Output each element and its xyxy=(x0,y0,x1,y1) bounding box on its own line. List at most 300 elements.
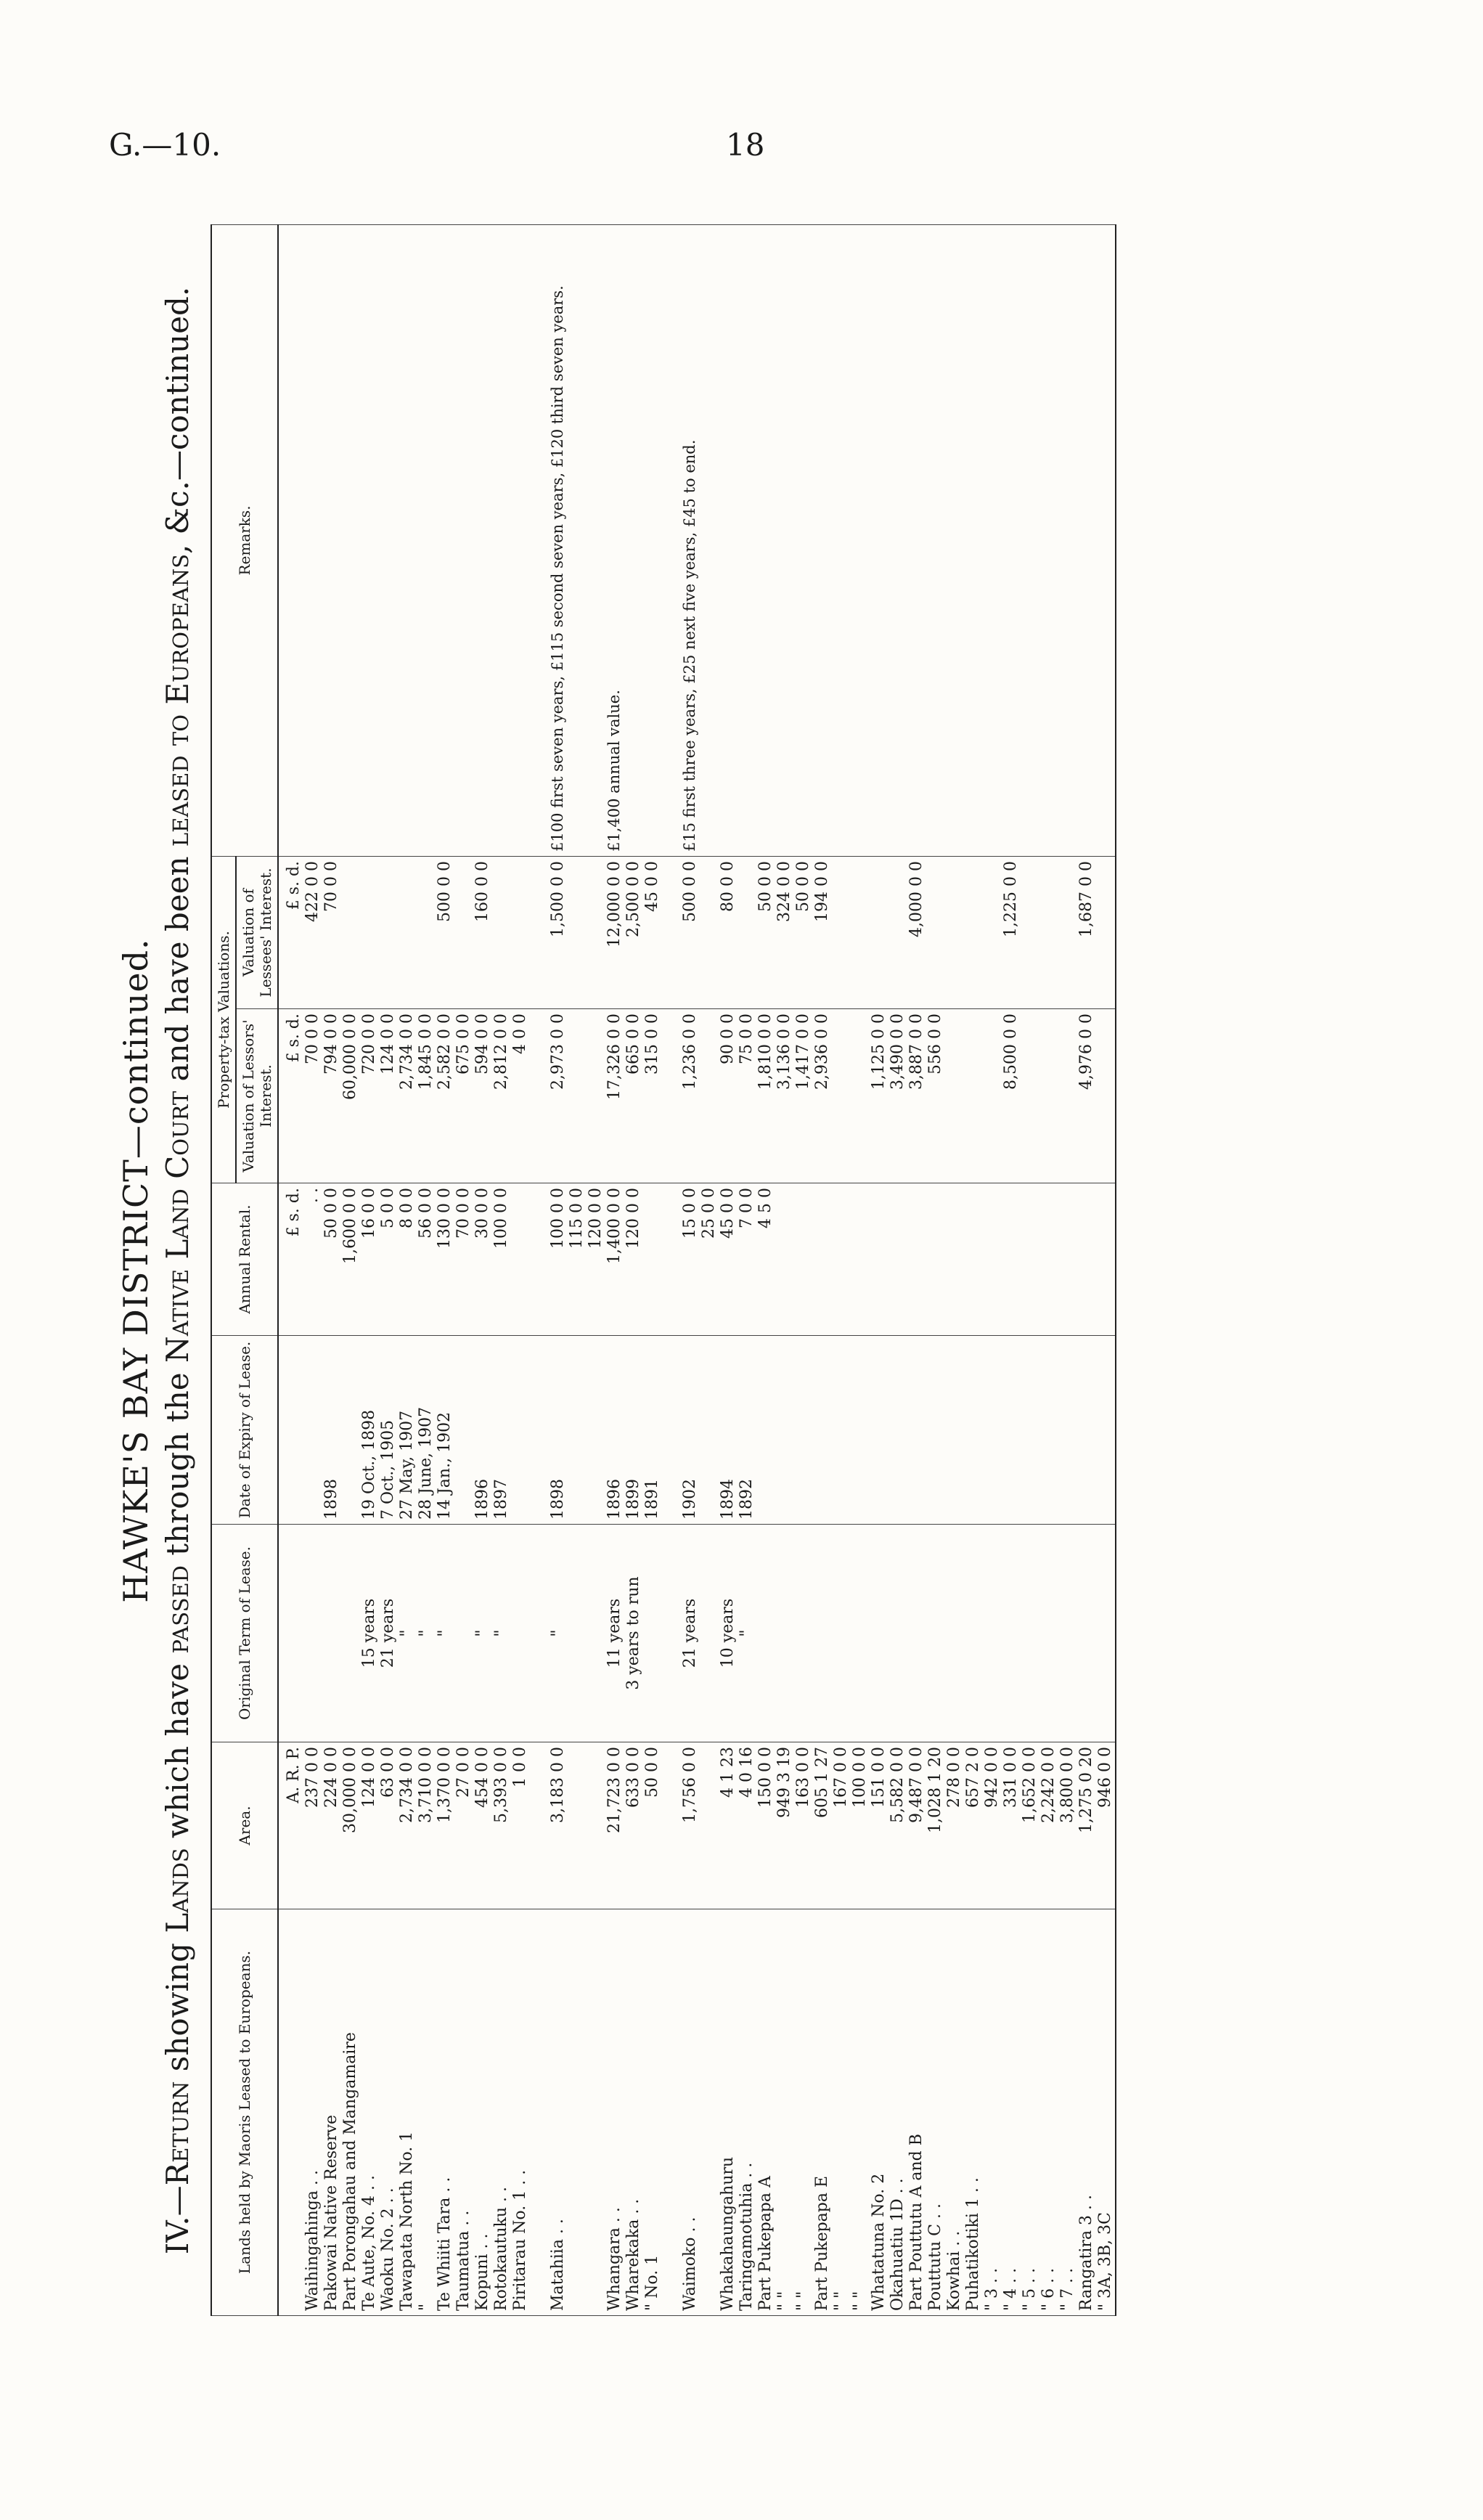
lessees-valuation xyxy=(341,856,360,1008)
table-row xyxy=(322,224,341,2315)
lease-term: 10 years xyxy=(719,1525,738,1742)
expiry-date: 1896 xyxy=(605,1336,624,1525)
table-row xyxy=(454,224,473,2315)
lease-term xyxy=(568,1525,587,1742)
area-value: 2,734 0 0 xyxy=(398,1742,417,1909)
remarks-text xyxy=(643,224,662,856)
land-name: " " xyxy=(832,1909,851,2316)
expiry-date xyxy=(700,1336,719,1525)
land-name: Pakowai Native Reserve xyxy=(322,1909,341,2316)
lessors-valuation xyxy=(983,1009,1002,1183)
table-row xyxy=(587,224,605,2315)
land-name: Part Porongahau and Mangamaire xyxy=(341,1909,360,2316)
land-name: Matahiia . . xyxy=(549,1909,568,2316)
land-name: " 5 . . xyxy=(1021,1909,1039,2316)
annual-rental xyxy=(775,1183,794,1336)
col-lands-header: Lands held by Maoris Leased to Europeans. xyxy=(211,1909,278,2316)
area-value: 150 0 0 xyxy=(756,1742,775,1909)
land-name xyxy=(568,1909,587,2316)
table-row xyxy=(303,224,322,2315)
title-court: Native Land Court xyxy=(160,1090,195,1363)
title-leased: leased to Europeans xyxy=(160,554,195,847)
table-row xyxy=(775,224,794,2315)
land-name: " 3 . . xyxy=(983,1909,1002,2316)
expiry-date xyxy=(1096,1336,1116,1525)
land-name: " 6 . . xyxy=(1039,1909,1058,2316)
area-value: 27 0 0 xyxy=(454,1742,473,1909)
area-value: 942 0 0 xyxy=(983,1742,1002,1909)
table-row xyxy=(511,224,530,2315)
land-name: Te Aute, No. 4 . . xyxy=(360,1909,379,2316)
rotated-table-page xyxy=(109,225,1328,2316)
area-value: 100 0 0 xyxy=(851,1742,870,1909)
title-lands: Lands xyxy=(160,1848,195,1933)
lessees-valuation xyxy=(832,856,851,1008)
expiry-date xyxy=(832,1336,851,1525)
remarks-text xyxy=(624,224,643,856)
land-name xyxy=(530,1909,549,2316)
annual-rental xyxy=(1021,1183,1039,1336)
remarks-text xyxy=(756,224,775,856)
land-name: Part Pukepapa E xyxy=(813,1909,832,2316)
area-value: 2,242 0 0 xyxy=(1039,1742,1058,1909)
remarks-text xyxy=(945,224,964,856)
expiry-date xyxy=(662,1336,681,1525)
table-row xyxy=(945,224,964,2315)
lessors-valuation: 4 0 0 xyxy=(511,1009,530,1183)
lease-term xyxy=(870,1525,888,1742)
lessors-valuation xyxy=(832,1009,851,1183)
lessees-valuation xyxy=(360,856,379,1008)
remarks-text xyxy=(907,224,926,856)
expiry-date: 1899 xyxy=(624,1336,643,1525)
lease-term xyxy=(454,1525,473,1742)
lessors-valuation xyxy=(1058,1009,1077,1183)
title-mid1: which have xyxy=(160,1653,195,1848)
land-name: " No. 1 xyxy=(643,1909,662,2316)
lessees-valuation: 500 0 0 xyxy=(436,856,454,1008)
expiry-date: 1896 xyxy=(473,1336,492,1525)
remarks-text xyxy=(454,224,473,856)
table-row xyxy=(756,224,775,2315)
title-prefix: IV.— xyxy=(160,2185,195,2255)
annual-rental: 4 5 0 xyxy=(756,1183,775,1336)
area-value: 5,393 0 0 xyxy=(492,1742,511,1909)
lease-term xyxy=(322,1525,341,1742)
col-lessors-header: Valuation of Lessors' Interest. xyxy=(236,1009,278,1183)
lessors-valuation: 594 0 0 xyxy=(473,1009,492,1183)
lessors-valuation xyxy=(964,1009,983,1183)
remarks-text xyxy=(303,224,322,856)
table-row xyxy=(1021,224,1039,2315)
table-row xyxy=(605,224,624,2315)
area-units: A. R. P. xyxy=(278,1742,303,1909)
annual-rental: 100 0 0 xyxy=(549,1183,568,1336)
annual-rental xyxy=(926,1183,945,1336)
lease-term xyxy=(1058,1525,1077,1742)
remarks-text: £15 first three years, £25 next five years, £45 to end. xyxy=(681,224,700,856)
lease-term: " xyxy=(492,1525,511,1742)
table-row xyxy=(851,224,870,2315)
lessees-units: £ s. d. xyxy=(278,856,303,1008)
lessors-valuation: 675 0 0 xyxy=(454,1009,473,1183)
area-value: 1,652 0 0 xyxy=(1021,1742,1039,1909)
table-row xyxy=(1077,224,1096,2315)
table-row xyxy=(907,224,926,2315)
remarks-text xyxy=(511,224,530,856)
expiry-date xyxy=(568,1336,587,1525)
lessees-valuation xyxy=(1021,856,1039,1008)
table-row xyxy=(1002,224,1021,2315)
annual-rental xyxy=(888,1183,907,1336)
area-value: 167 0 0 xyxy=(832,1742,851,1909)
lessors-valuation xyxy=(530,1009,549,1183)
remarks-text xyxy=(719,224,738,856)
lease-term xyxy=(700,1525,719,1742)
lessors-valuation: 556 0 0 xyxy=(926,1009,945,1183)
annual-rental xyxy=(643,1183,662,1336)
land-name xyxy=(700,1909,719,2316)
expiry-date: 1894 xyxy=(719,1336,738,1525)
area-value xyxy=(662,1742,681,1909)
lease-term xyxy=(907,1525,926,1742)
remarks-text xyxy=(1002,224,1021,856)
title-showing: showing xyxy=(160,1933,195,2081)
annual-rental xyxy=(945,1183,964,1336)
table-row xyxy=(492,224,511,2315)
lessors-valuation xyxy=(1039,1009,1058,1183)
lessors-valuation xyxy=(662,1009,681,1183)
annual-rental: 130 0 0 xyxy=(436,1183,454,1336)
remarks-text xyxy=(322,224,341,856)
table-row xyxy=(813,224,832,2315)
land-name: Wharekaka . . xyxy=(624,1909,643,2316)
lessors-valuation: 1,417 0 0 xyxy=(794,1009,813,1183)
land-name: " 4 . . xyxy=(1002,1909,1021,2316)
lease-term: 11 years xyxy=(605,1525,624,1742)
annual-rental xyxy=(1077,1183,1096,1336)
annual-rental: 15 0 0 xyxy=(681,1183,700,1336)
area-value: 151 0 0 xyxy=(870,1742,888,1909)
annual-rental: 1,400 0 0 xyxy=(605,1183,624,1336)
land-name xyxy=(662,1909,681,2316)
lessors-valuation xyxy=(1021,1009,1039,1183)
lessees-valuation xyxy=(1096,856,1116,1008)
table-row xyxy=(360,224,379,2315)
expiry-date: 28 June, 1907 xyxy=(417,1336,436,1525)
lease-term xyxy=(1096,1525,1116,1742)
table-row xyxy=(530,224,549,2315)
area-value: 1,275 0 20 xyxy=(1077,1742,1096,1909)
annual-rental: 100 0 0 xyxy=(492,1183,511,1336)
lessees-valuation: 2,500 0 0 xyxy=(624,856,643,1008)
area-value: 3,183 0 0 xyxy=(549,1742,568,1909)
lessees-valuation xyxy=(738,856,756,1008)
lease-term xyxy=(983,1525,1002,1742)
expiry-date xyxy=(303,1336,322,1525)
lease-term: " xyxy=(436,1525,454,1742)
land-name: " xyxy=(417,1909,436,2316)
land-name: Taringamotuhia . . xyxy=(738,1909,756,2316)
annual-rental xyxy=(662,1183,681,1336)
lessors-valuation: 2,936 0 0 xyxy=(813,1009,832,1183)
annual-rental xyxy=(1096,1183,1116,1336)
lessors-valuation: 665 0 0 xyxy=(624,1009,643,1183)
lessors-valuation: 720 0 0 xyxy=(360,1009,379,1183)
area-value: 946 0 0 xyxy=(1096,1742,1116,1909)
title-mid3: and have been xyxy=(160,847,195,1091)
remarks-text xyxy=(700,224,719,856)
lease-term xyxy=(1039,1525,1058,1742)
lease-term xyxy=(643,1525,662,1742)
table-row xyxy=(624,224,643,2315)
table-row xyxy=(1096,224,1116,2315)
lessors-valuation: 2,582 0 0 xyxy=(436,1009,454,1183)
lease-term: " xyxy=(398,1525,417,1742)
lessees-valuation xyxy=(888,856,907,1008)
lease-term xyxy=(303,1525,322,1742)
expiry-date xyxy=(794,1336,813,1525)
lessees-valuation: 1,687 0 0 xyxy=(1077,856,1096,1008)
lease-term: " xyxy=(417,1525,436,1742)
table-row xyxy=(568,224,587,2315)
lessees-valuation xyxy=(492,856,511,1008)
annual-rental: 45 0 0 xyxy=(719,1183,738,1336)
lessors-valuation: 3,136 0 0 xyxy=(775,1009,794,1183)
remarks-text xyxy=(1058,224,1077,856)
annual-rental xyxy=(530,1183,549,1336)
table-row xyxy=(926,224,945,2315)
annual-rental xyxy=(851,1183,870,1336)
annual-rental: 120 0 0 xyxy=(587,1183,605,1336)
col-remarks-header: Remarks. xyxy=(211,224,278,856)
lessees-valuation: 50 0 0 xyxy=(756,856,775,1008)
lessees-valuation: 324 0 0 xyxy=(775,856,794,1008)
remarks-text xyxy=(417,224,436,856)
area-value: 50 0 0 xyxy=(643,1742,662,1909)
col-rental-header: Annual Rental. xyxy=(211,1183,278,1336)
land-name: Piritarau No. 1 . . xyxy=(511,1909,530,2316)
annual-rental xyxy=(832,1183,851,1336)
lessees-valuation xyxy=(700,856,719,1008)
remarks-text xyxy=(341,224,360,856)
expiry-date xyxy=(851,1336,870,1525)
area-value: 3,800 0 0 xyxy=(1058,1742,1077,1909)
expiry-date xyxy=(870,1336,888,1525)
lessors-valuation xyxy=(568,1009,587,1183)
area-value: 1,756 0 0 xyxy=(681,1742,700,1909)
remarks-text xyxy=(832,224,851,856)
remarks-text xyxy=(775,224,794,856)
lessors-valuation xyxy=(587,1009,605,1183)
expiry-date xyxy=(1021,1336,1039,1525)
remarks-text xyxy=(530,224,549,856)
lessees-valuation xyxy=(983,856,1002,1008)
table-row xyxy=(794,224,813,2315)
page-number: 18 xyxy=(726,127,765,163)
area-value: 4 0 16 xyxy=(738,1742,756,1909)
lessors-valuation: 90 0 0 xyxy=(719,1009,738,1183)
area-value: 278 0 0 xyxy=(945,1742,964,1909)
lessees-valuation: 70 0 0 xyxy=(322,856,341,1008)
area-value: 237 0 0 xyxy=(303,1742,322,1909)
table-row xyxy=(549,224,568,2315)
lessors-valuation: 1,845 0 0 xyxy=(417,1009,436,1183)
lessees-valuation: 50 0 0 xyxy=(794,856,813,1008)
table-row xyxy=(983,224,1002,2315)
area-value: 21,723 0 0 xyxy=(605,1742,624,1909)
remarks-text xyxy=(1096,224,1116,856)
remarks-text xyxy=(473,224,492,856)
expiry-date xyxy=(926,1336,945,1525)
area-value xyxy=(530,1742,549,1909)
table-row xyxy=(738,224,756,2315)
area-value: 4 1 23 xyxy=(719,1742,738,1909)
expiry-date xyxy=(775,1336,794,1525)
land-name: Pouttutu C . . xyxy=(926,1909,945,2316)
lessees-valuation: 422 0 0 xyxy=(303,856,322,1008)
col-valuations-header: Property-tax Valuations. xyxy=(211,856,236,1183)
lease-term xyxy=(1021,1525,1039,1742)
expiry-date: 1902 xyxy=(681,1336,700,1525)
land-name: Puhatikotiki 1 . . xyxy=(964,1909,983,2316)
title-passed: passed xyxy=(160,1565,195,1654)
annual-rental: 7 0 0 xyxy=(738,1183,756,1336)
expiry-date: 1892 xyxy=(738,1336,756,1525)
lease-term xyxy=(511,1525,530,1742)
remarks-text xyxy=(983,224,1002,856)
area-value: 3,710 0 0 xyxy=(417,1742,436,1909)
area-value: 1,370 0 0 xyxy=(436,1742,454,1909)
expiry-date xyxy=(1077,1336,1096,1525)
land-name: Kopuni . . xyxy=(473,1909,492,2316)
lessees-valuation: 1,500 0 0 xyxy=(549,856,568,1008)
annual-rental xyxy=(983,1183,1002,1336)
land-name: Te Whiiti Tara . . xyxy=(436,1909,454,2316)
table-row xyxy=(964,224,983,2315)
remarks-text: £100 first seven years, £115 second seven years, £120 third seven years. xyxy=(549,224,568,856)
expiry-date xyxy=(907,1336,926,1525)
land-name: Part Pouttutu A and B xyxy=(907,1909,926,2316)
lessors-valuation: 60,000 0 0 xyxy=(341,1009,360,1183)
expiry-date xyxy=(341,1336,360,1525)
lessees-valuation xyxy=(662,856,681,1008)
land-name: Rotokautuku . . xyxy=(492,1909,511,2316)
area-value: 124 0 0 xyxy=(360,1742,379,1909)
lease-term xyxy=(662,1525,681,1742)
annual-rental xyxy=(870,1183,888,1336)
table-row xyxy=(700,224,719,2315)
lease-term xyxy=(756,1525,775,1742)
lessees-valuation xyxy=(511,856,530,1008)
lease-term: 21 years xyxy=(681,1525,700,1742)
expiry-date xyxy=(1002,1336,1021,1525)
table-row xyxy=(870,224,888,2315)
annual-rental xyxy=(511,1183,530,1336)
expiry-date xyxy=(888,1336,907,1525)
land-name: Waoku No. 2 . . xyxy=(379,1909,398,2316)
remarks-text xyxy=(436,224,454,856)
remarks-text xyxy=(888,224,907,856)
expiry-date: 1898 xyxy=(322,1336,341,1525)
title-suffix: , &c.—continued. xyxy=(160,286,195,555)
annual-rental: 1,600 0 0 xyxy=(341,1183,360,1336)
remarks-text xyxy=(926,224,945,856)
annual-rental: 30 0 0 xyxy=(473,1183,492,1336)
lease-term xyxy=(341,1525,360,1742)
annual-rental: 5 0 0 xyxy=(379,1183,398,1336)
lessees-valuation xyxy=(587,856,605,1008)
expiry-date: 14 Jan., 1902 xyxy=(436,1336,454,1525)
area-value: 224 0 0 xyxy=(322,1742,341,1909)
lessees-valuation xyxy=(964,856,983,1008)
annual-rental: 16 0 0 xyxy=(360,1183,379,1336)
table-row xyxy=(341,224,360,2315)
col-expiry-header: Date of Expiry of Lease. xyxy=(211,1336,278,1525)
annual-rental: . . xyxy=(303,1183,322,1336)
lease-term xyxy=(851,1525,870,1742)
land-name: Tawapata North No. 1 xyxy=(398,1909,417,2316)
lessees-valuation xyxy=(398,856,417,1008)
table-row xyxy=(436,224,454,2315)
land-name xyxy=(587,1909,605,2316)
lessees-valuation xyxy=(568,856,587,1008)
table-row xyxy=(379,224,398,2315)
land-name: Whatatuna No. 2 xyxy=(870,1909,888,2316)
remarks-text xyxy=(398,224,417,856)
area-value: 63 0 0 xyxy=(379,1742,398,1909)
lessors-valuation xyxy=(851,1009,870,1183)
land-name: Waihingahinga . . xyxy=(303,1909,322,2316)
expiry-date xyxy=(511,1336,530,1525)
lessees-valuation: 4,000 0 0 xyxy=(907,856,926,1008)
area-value: 1,028 1 20 xyxy=(926,1742,945,1909)
lessees-valuation: 45 0 0 xyxy=(643,856,662,1008)
lessors-valuation: 8,500 0 0 xyxy=(1002,1009,1021,1183)
annual-rental: 25 0 0 xyxy=(700,1183,719,1336)
lessors-valuation xyxy=(1096,1009,1116,1183)
lessors-valuation: 2,973 0 0 xyxy=(549,1009,568,1183)
lessees-valuation xyxy=(454,856,473,1008)
lease-term: " xyxy=(473,1525,492,1742)
expiry-date xyxy=(756,1336,775,1525)
table-row xyxy=(719,224,738,2315)
annual-rental: 56 0 0 xyxy=(417,1183,436,1336)
annual-rental xyxy=(794,1183,813,1336)
land-name: Taumatua . . xyxy=(454,1909,473,2316)
lease-term xyxy=(1077,1525,1096,1742)
area-value: 605 1 27 xyxy=(813,1742,832,1909)
lease-table xyxy=(211,224,1116,2316)
land-name: Rangatira 3 . . xyxy=(1077,1909,1096,2316)
table-row xyxy=(1058,224,1077,2315)
land-name: " " xyxy=(775,1909,794,2316)
table-row xyxy=(832,224,851,2315)
lessees-valuation xyxy=(530,856,549,1008)
remarks-text xyxy=(662,224,681,856)
lessees-valuation: 80 0 0 xyxy=(719,856,738,1008)
remarks-text xyxy=(813,224,832,856)
table-row xyxy=(681,224,700,2315)
land-name: Okahuatiu 1D . . xyxy=(888,1909,907,2316)
expiry-date xyxy=(587,1336,605,1525)
land-name: " " xyxy=(794,1909,813,2316)
expiry-date xyxy=(813,1336,832,1525)
table-row xyxy=(473,224,492,2315)
col-lessees-header: Valuation of Lessees' Interest. xyxy=(236,856,278,1008)
lessees-valuation xyxy=(945,856,964,1008)
remarks-text xyxy=(360,224,379,856)
